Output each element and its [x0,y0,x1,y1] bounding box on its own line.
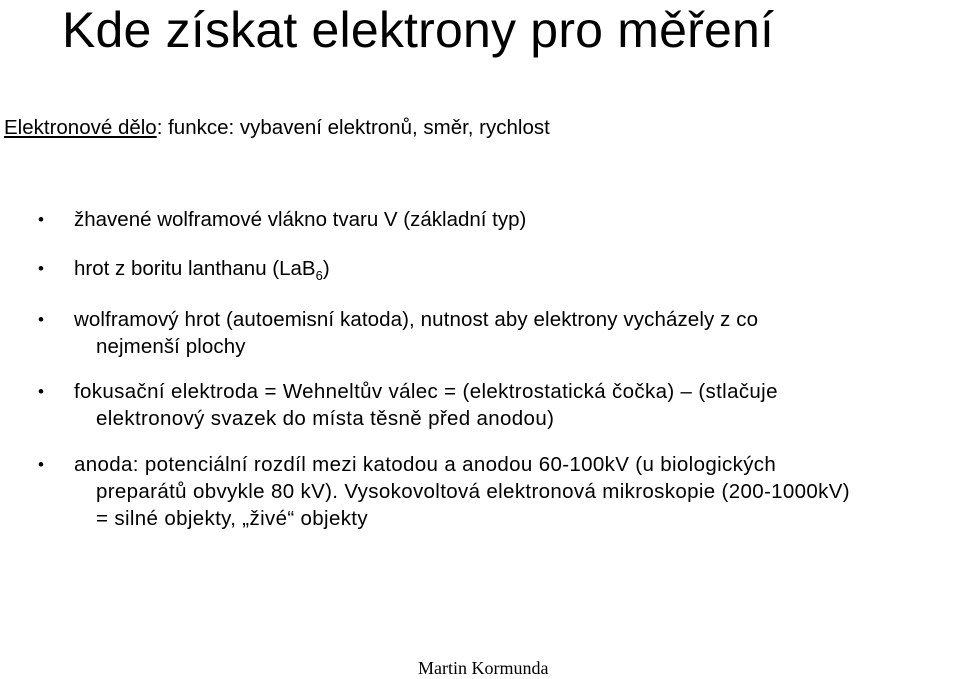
bullet-dot-icon: • [38,210,44,229]
bullet-text-line: fokusační elektroda = Wehneltův válec = (elektrostatická čočka) – (stlačuje [74,380,778,403]
bullet-dot-icon: • [38,259,44,278]
bullet-text-line: wolframový hrot (autoemisní katoda), nutnost aby elektrony vycházely z co [74,308,759,331]
slide-title: Kde získat elektrony pro měření [62,2,775,58]
bullet-dot-icon: • [38,455,44,474]
lab6-suffix: ) [322,257,330,280]
lab6-subscript: 6 [315,268,323,283]
bullet-text-line: žhavené wolframové vlákno tvaru V (základní typ) [74,208,527,231]
bullet-item-lab6-tip [0,255,960,284]
bullet-text-line: elektronový svazek do místa těsně před anodou) [96,407,555,430]
bullet-dot-icon: • [38,310,44,329]
bullet-item-wehnelt-electrode [0,378,960,432]
intro-line [4,116,550,140]
bullet-text-line: = silné objekty, „živé“ objekty [96,507,368,530]
electron-gun-link[interactable]: Elektronové dělo [4,116,157,139]
intro-text: : funkce: vybavení elektronů, směr, rychlost [156,116,550,139]
bullet-dot-icon: • [38,382,44,401]
bullet-item-tungsten-filament [0,206,960,233]
bullet-text-line: preparátů obvykle 80 kV). Vysokovoltová elektronová mikroskopie (200-1000kV) [96,480,850,503]
lab6-prefix: hrot z boritu lanthanu (LaB [74,257,316,280]
bullet-text-line [0,255,960,284]
bullet-text-line: nejmenší plochy [96,335,246,358]
footer-author: Martin Kormunda [418,658,549,678]
bullet-item-anode [0,451,960,532]
bullet-text-line: anoda: potenciální rozdíl mezi katodou a anodou 60-100kV (u biologických [74,453,777,476]
bullet-item-field-emission-tip [0,306,960,360]
